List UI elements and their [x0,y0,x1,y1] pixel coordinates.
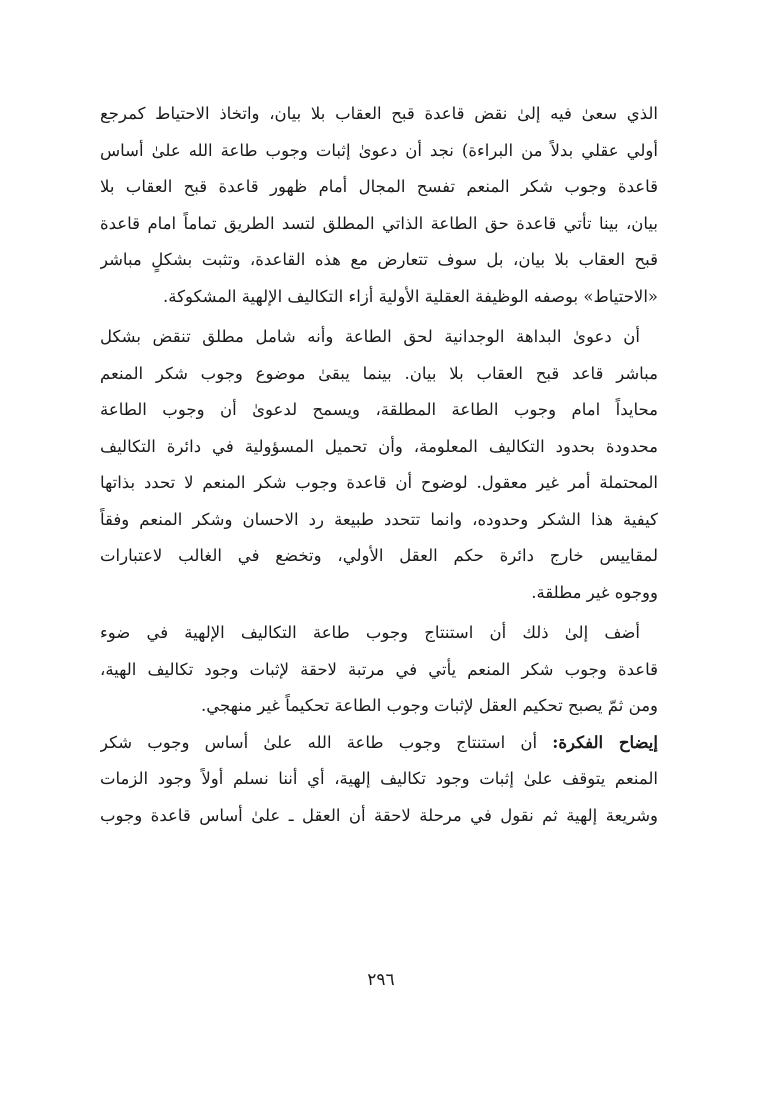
text-line: وشريعة إلهية ثم نقول في مرحلة لاحقة أن العقل ـ علىٰ أساس قاعدة وجوب [100,805,658,825]
text-line: لمقاييس خارج دائرة حكم العقل الأولي، وتخضع في الغالب لاعتبارات [100,546,658,565]
paragraph-4 [100,725,658,835]
text-line: محدودة بحدود التكاليف المعلومة، وأن تحميل المسؤولية في دائرة التكاليف [100,436,658,456]
text-line-rest: أن استنتاج وجوب طاعة الله علىٰ أساس وجوب شكر [100,732,553,752]
text-line: قاعدة وجوب شكر المنعم يأتي في مرتبة لاحقة لإثبات وجود تكاليف الهية، [100,659,658,679]
text-line: ومن ثمّ يصبح تحكيم العقل لإثبات وجوب الطاعة تحكيماً غير منهجي. [201,696,658,715]
text-line: المحتملة أمر غير معقول. لوضوح أن قاعدة وجوب شكر المنعم لا تحدد بذاتها [100,473,658,492]
text-line: قبح العقاب بلا بيان، بل سوف تتعارض مع هذه القاعدة، وتثبت بشكلٍ مباشر [100,250,658,269]
text-line: «الاحتياط» بوصفه الوظيفة العقلية الأولية أزاء التكاليف الإلهية المشكوكة. [163,286,658,306]
text-line: بيان، بينا تأتي قاعدة حق الطاعة الذاتي المطلق لتسد الطريق تماماً امام قاعدة [100,213,658,233]
paragraph-1 [100,96,658,315]
text-line: أن دعوىٰ البداهة الوجدانية لحق الطاعة وأنه شامل مطلق تنقض بشكل [100,327,640,346]
text-line: مباشر قاعد قبح العقاب بلا بيان. بينما يبقىٰ موضوع وجوب شكر المنعم [100,363,658,383]
text-line-with-lead [100,725,658,762]
page-number: ٢٩٦ [367,970,395,990]
text-line: الذي سعىٰ فيه إلىٰ نقض قاعدة قبح العقاب بلا بيان، واتخاذ الاحتياط كمرجع [100,104,658,123]
text-line: أضف إلىٰ ذلك أن استنتاج وجوب طاعة التكاليف الإلهية في ضوء [100,623,640,642]
text-line: ووجوه غير مطلقة. [531,582,658,602]
text-line: قاعدة وجوب شكر المنعم تفسح المجال أمام ظهور قاعدة قبح العقاب بلا [100,177,658,196]
text-line: محايداً امام وجوب الطاعة المطلقة، ويسمح لدعوىٰ أن وجوب الطاعة [100,400,658,419]
text-line: كيفية هذا الشكر وحدوده، وانما تتحدد طبيعة رد الاحسان وشكر المنعم وفقاً [100,509,658,529]
text-line: أولي عقلي بدلاً من البراءة) نجد أن دعوىٰ إثبات وجوب طاعة الله علىٰ أساس [100,140,658,160]
text-line: المنعم يتوقف علىٰ إثبات وجود تكاليف إلهية، أي أننا نسلم أولاً وجود الزمات [100,769,658,788]
paragraph-2 [100,319,658,611]
body-text [100,96,658,834]
idea-clarification-heading: إيضاح الفكرة: [552,732,658,752]
paragraph-3 [100,615,658,725]
